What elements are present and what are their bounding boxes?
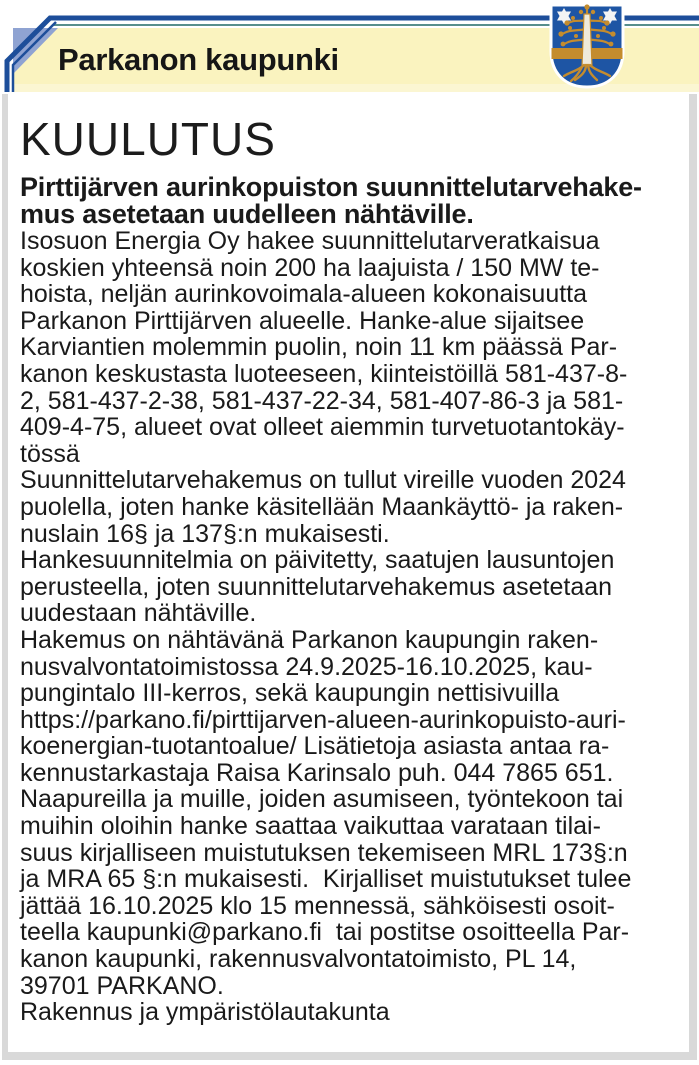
notice-title: KUULUTUS <box>20 113 276 165</box>
text-line: Parkanon Pirttijärven alueelle. Hanke-alue sijaitsee <box>20 306 585 335</box>
clip-edge-right <box>689 94 697 1060</box>
text-line: ja MRA 65 §:n mukaisesti. Kirjalliset muistutukset tulee <box>20 865 632 894</box>
text-line: Naapureilla ja muille, joiden asumiseen, työntekoon tai <box>20 785 624 814</box>
header-title: Parkanon kaupunki <box>58 42 339 77</box>
text-line: teella kaupunki@parkano.fi tai postitse osoitteella Par- <box>20 918 630 947</box>
text-line: uudestaan nähtäville. <box>20 599 257 628</box>
text-line: tössä <box>20 439 80 468</box>
text-line: suus kirjalliseen muistutuksen tekemiseen MRL 173§:n <box>20 838 628 867</box>
text-line: jättää 16.10.2025 klo 15 mennessä, sähköisesti osoit- <box>20 891 615 920</box>
text-line: Isosuon Energia Oy hakee suunnittelutarveratkaisua <box>20 227 600 255</box>
text-line: nusvalvontatoimistossa 24.9.2025-16.10.2025, kau- <box>20 652 593 681</box>
text-line: nuslain 16§ ja 137§:n mukaisesti. <box>20 519 390 548</box>
clip-edge-left <box>2 94 8 1060</box>
text-line: muihin oloihin hanke saattaa vaikuttaa varataan tilai- <box>20 812 601 841</box>
text-line: puolella, joten hanke käsitellään Maankäyttö- ja raken- <box>20 492 624 521</box>
text-line: hoista, neljän aurinkovoimala-alueen kokonaisuutta <box>20 280 588 309</box>
text-line: Hakemus on nähtävänä Parkanon kaupungin raken- <box>20 625 599 654</box>
notice <box>20 114 680 1026</box>
clip-edge-bottom <box>2 1052 697 1060</box>
text-line: kanon kaupunki, rakennusvalvontatoimisto, PL 14, <box>20 945 577 974</box>
text-line: 409-4-75, alueet ovat olleet aiemmin turvetuotantokäy- <box>20 413 625 442</box>
text-line: 39701 PARKANO. <box>20 971 224 1000</box>
text-line: koenergian-tuotantoalue/ Lisätietoja asiasta antaa ra- <box>20 732 610 761</box>
tree-trunk <box>582 14 592 66</box>
text-line: Suunnittelutarvehakemus on tullut vireille vuoden 2024 <box>20 466 626 495</box>
text-line: Pirttijärven aurinkopuiston suunnittelutarvehake- <box>20 172 642 202</box>
text-line: Hankesuunnitelmia on päivitetty, saatujen lausuntojen <box>20 546 615 575</box>
parkano-coat-of-arms-icon <box>548 2 626 90</box>
text-line: koskien yhteensä noin 200 ha laajuista / 150 MW te- <box>20 253 600 282</box>
text-line: kennustarkastaja Raisa Karinsalo puh. 044 7865 651. <box>20 758 614 787</box>
text-line: pungintalo III-kerros, sekä kaupungin nettisivuilla <box>20 679 560 708</box>
text-line: https://parkano.fi/pirttijarven-alueen-aurinkopuisto-auri- <box>20 705 626 734</box>
text-line: mus asetetaan uudelleen nähtäville. <box>20 199 474 229</box>
text-line: perusteella, joten suunnittelutarvehakemus asetetaan <box>20 572 613 601</box>
text-line: Karviantien molemmin puolin, noin 11 km päässä Par- <box>20 333 618 362</box>
text-line: kanon keskustasta luoteeseen, kiinteistöillä 581-437-8- <box>20 359 628 388</box>
text-line: Rakennus ja ympäristölautakunta <box>20 998 390 1027</box>
text-line: 2, 581-437-2-38, 581-437-22-34, 581-407-86-3 ja 581- <box>20 386 624 415</box>
notice-lead <box>20 174 680 228</box>
notice-body <box>20 228 680 1026</box>
